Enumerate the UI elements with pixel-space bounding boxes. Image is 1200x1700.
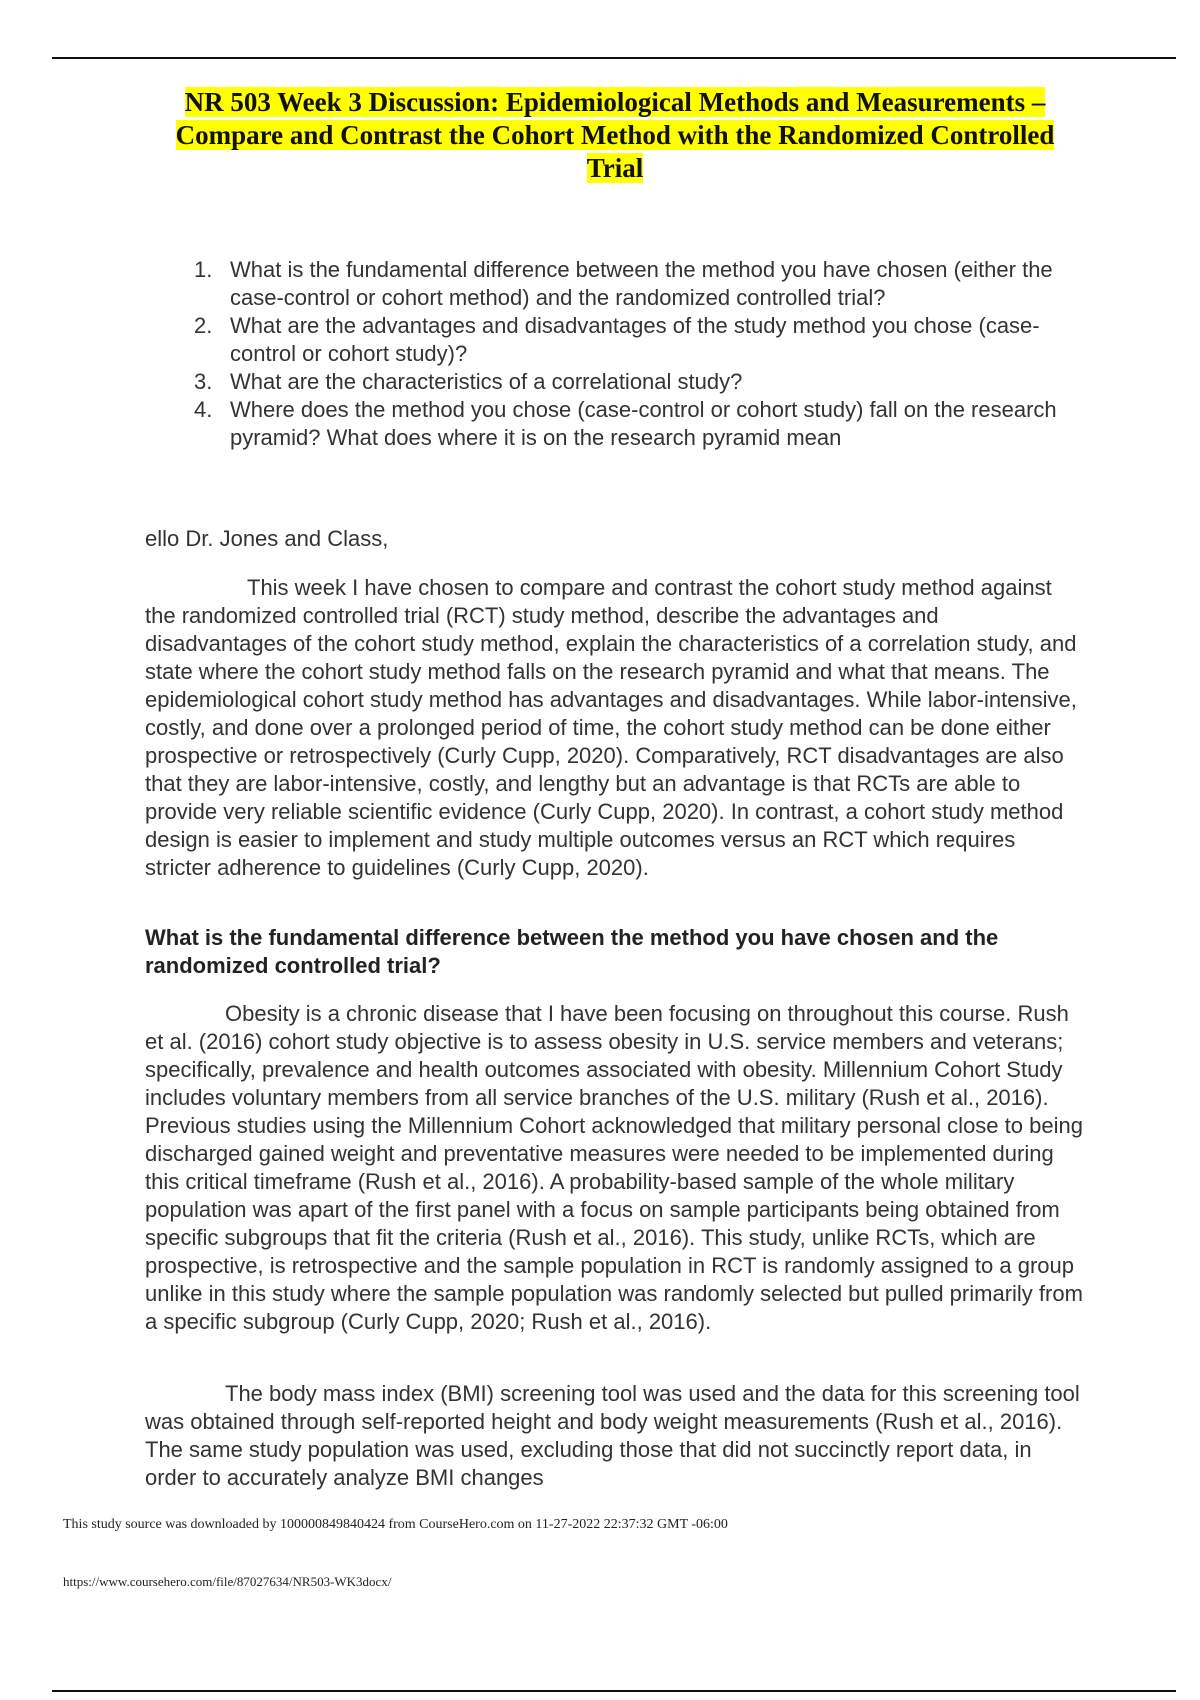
- source-url: https://www.coursehero.com/file/87027634/NR503-WK3docx/: [63, 1574, 392, 1589]
- title-line-1: NR 503 Week 3 Discussion: Epidemiological Methods and Measurements –: [184, 87, 1046, 117]
- question-text: Where does the method you chose (case-control or cohort study) fall on the research pyramid? What does where it is on the research pyramid mean: [230, 397, 1057, 450]
- question-text: What are the characteristics of a correlational study?: [230, 369, 743, 394]
- question-number: 4.: [194, 397, 213, 422]
- question-number: 1.: [194, 257, 213, 282]
- question-text: What is the fundamental difference between the method you have chosen (either the case-control or cohort method) and the randomized controlled trial?: [230, 257, 1053, 310]
- bmi-paragraph: The body mass index (BMI) screening tool was used and the data for this screening tool was obtained through self-reported height and body weight measurements (Rush et al., 2016). The same study population was used, excluding those that did not succinctly report data, in order to accurately analyze BMI changes: [145, 1381, 1080, 1490]
- question-number: 2.: [194, 313, 213, 338]
- question-item: [194, 312, 1094, 368]
- question-text: What are the advantages and disadvantages of the study method you chose (case-control or cohort study)?: [230, 313, 1040, 366]
- question-item: [194, 396, 1094, 452]
- top-rule: [52, 57, 1176, 59]
- question-number: 3.: [194, 369, 213, 394]
- greeting: ello Dr. Jones and Class,: [145, 526, 389, 551]
- title-line-3: Trial: [586, 153, 644, 183]
- bottom-rule: [52, 1690, 1176, 1692]
- section-heading: What is the fundamental difference between the method you have chosen and the randomized controlled trial?: [145, 925, 999, 978]
- discussion-questions-list: [194, 256, 1094, 452]
- question-item: [194, 256, 1094, 312]
- question-item: [194, 368, 1094, 396]
- download-source-note: This study source was downloaded by 100000849840424 from CourseHero.com on 11-27-2022 22:37:32 GMT -06:00: [63, 1517, 728, 1532]
- title-line-2: Compare and Contrast the Cohort Method with the Randomized Controlled: [175, 120, 1055, 150]
- intro-paragraph: This week I have chosen to compare and contrast the cohort study method against the randomized controlled trial (RCT) study method, describe the advantages and disadvantages of the cohort study method, explain the characteristics of a correlation study, and state where the cohort study method falls on the research pyramid and what that means. The epidemiological cohort study method has advantages and disadvantages. While labor-intensive, costly, and done over a prolonged period of time, the cohort study method can be done either prospective or retrospectively (Curly Cupp, 2020). Comparatively, RCT disadvantages are also that they are labor-intensive, costly, and lengthy but an advantage is that RCTs are able to provide very reliable scientific evidence (Curly Cupp, 2020). In contrast, a cohort study method design is easier to implement and study multiple outcomes versus an RCT which requires stricter adherence to guidelines (Curly Cupp, 2020).: [145, 575, 1077, 880]
- document-title: [120, 86, 1110, 185]
- obesity-paragraph: Obesity is a chronic disease that I have been focusing on throughout this course. Rush et al. (2016) cohort study objective is to assess obesity in U.S. service members and veterans; specifically, prevalence and health outcomes associated with obesity. Millennium Cohort Study includes voluntary members from all service branches of the U.S. military (Rush et al., 2016). Previous studies using the Millennium Cohort acknowledged that military personal close to being discharged gained weight and preventative measures were needed to be implemented during this critical timeframe (Rush et al., 2016). A probability-based sample of the whole military population was apart of the first panel with a focus on sample participants being obtained from specific subgroups that fit the criteria (Rush et al., 2016). This study, unlike RCTs, which are prospective, is retrospective and the sample population in RCT is randomly assigned to a group unlike in this study where the sample population was randomly selected but pulled primarily from a specific subgroup (Curly Cupp, 2020; Rush et al., 2016).: [145, 1001, 1083, 1334]
